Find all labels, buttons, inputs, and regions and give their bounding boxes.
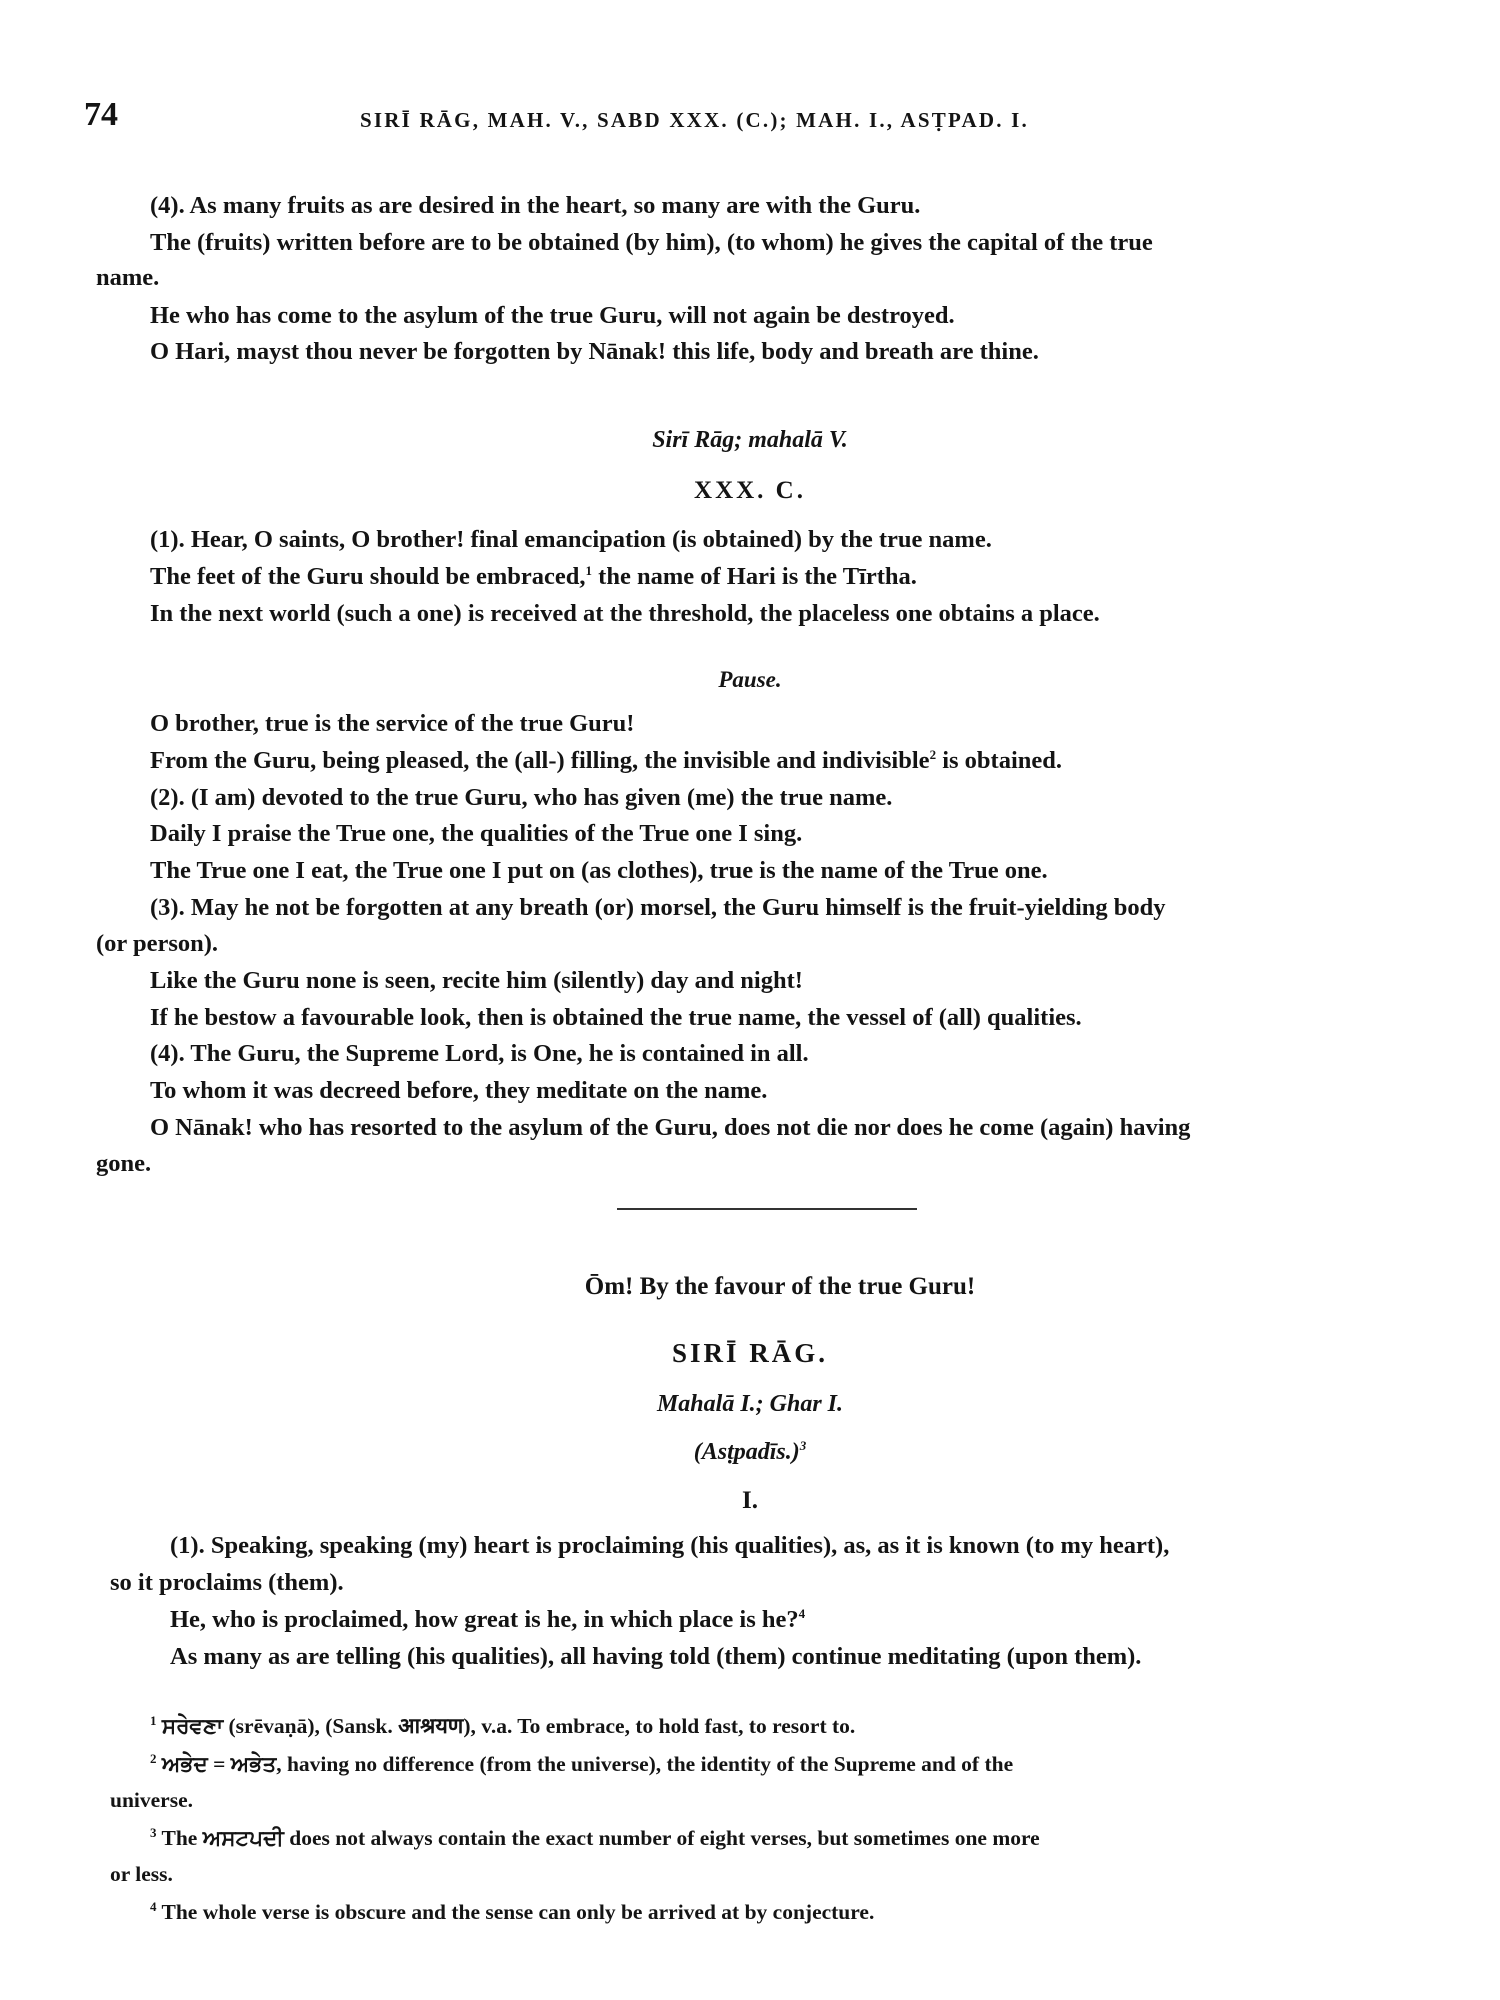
footnote-mark: 3 bbox=[150, 1824, 157, 1840]
footnote-mark: 1 bbox=[150, 1712, 157, 1728]
verse-line: (or person). bbox=[96, 930, 219, 957]
verse-line: If he bestow a favourable look, then is obtained the true name, the vessel of (all) qualities. bbox=[150, 1004, 1082, 1031]
verse-line: The True one I eat, the True one I put on (as clothes), true is the name of the True one. bbox=[150, 857, 1048, 884]
verse-line: gone. bbox=[96, 1150, 152, 1177]
raag-title: SIRĪ RĀG. bbox=[671, 1338, 829, 1368]
footnote bbox=[150, 1750, 1014, 1776]
footnote-mark: 2 bbox=[929, 746, 937, 762]
verse-line: (1). Hear, O saints, O brother! final emancipation (is obtained) by the true name. bbox=[150, 526, 992, 553]
footnote-text: ਸਰੇਵਣਾ (srēvaṇā), (Sansk. आश्रयण), v.a. To embrace, to hold fast, to resort to. bbox=[161, 1714, 856, 1738]
verse-line: To whom it was decreed before, they meditate on the name. bbox=[150, 1077, 768, 1104]
running-title: SIRĪ RĀG, MAH. V., SABD XXX. (C.); MAH. I., ASṬPAD. I. bbox=[360, 108, 1029, 132]
section-number: XXX. C. bbox=[694, 477, 806, 504]
verse-line-part: He, who is proclaimed, how great is he, in which place is he? bbox=[170, 1606, 799, 1633]
footnote-mark: 3 bbox=[799, 1438, 807, 1453]
verse-line-part: is obtained. bbox=[942, 747, 1062, 774]
verse-line: so it proclaims (them). bbox=[110, 1569, 344, 1596]
footnote-mark: 1 bbox=[585, 562, 593, 578]
verse-line-part: the name of Hari is the Tīrtha. bbox=[598, 563, 917, 590]
verse-line: O Nānak! who has resorted to the asylum of the Guru, does not die nor does he come (again) having bbox=[150, 1114, 1191, 1141]
footnote bbox=[150, 1712, 856, 1738]
verse-line-part: From the Guru, being pleased, the (all-) filling, the invisible and indivisible bbox=[150, 747, 930, 774]
footnote-mark: 4 bbox=[150, 1898, 157, 1914]
verse-line: O Hari, mayst thou never be forgotten by Nānak! this life, body and breath are thine. bbox=[150, 338, 1039, 365]
footnote-mark: 2 bbox=[150, 1750, 157, 1766]
astpadis-heading bbox=[0, 1440, 1500, 1464]
footnote bbox=[150, 1898, 875, 1924]
verse-line: (4). As many fruits as are desired in the heart, so many are with the Guru. bbox=[150, 192, 921, 219]
verse-line: (2). (I am) devoted to the true Guru, who has given (me) the true name. bbox=[150, 784, 893, 811]
section-heading: Sirī Rāg; mahalā V. bbox=[652, 427, 848, 453]
verse-line: Daily I praise the True one, the qualities of the True one I sing. bbox=[150, 820, 803, 847]
footnote-text: ਅਭੇਦ = ਅਭੇਤ, having no difference (from the universe), the identity of the Supreme and of the bbox=[161, 1752, 1014, 1776]
footnote-mark: 4 bbox=[798, 1605, 806, 1621]
verse-line: In the next world (such a one) is received at the threshold, the placeless one obtains a place. bbox=[150, 600, 1100, 627]
footnote-text: The ਅਸਟਪਦੀ does not always contain the exact number of eight verses, but sometimes one more bbox=[161, 1826, 1040, 1850]
pause-label: Pause. bbox=[718, 667, 782, 692]
invocation: Ōm! By the favour of the true Guru! bbox=[584, 1273, 976, 1300]
verse-line bbox=[150, 746, 1062, 774]
verse-line: The (fruits) written before are to be obtained (by him), (to whom) he gives the capital of the true bbox=[150, 229, 1153, 256]
verse-line: name. bbox=[96, 264, 160, 291]
verse-line: As many as are telling (his qualities), all having told (them) continue meditating (upon them). bbox=[170, 1643, 1142, 1670]
verse-line: (4). The Guru, the Supreme Lord, is One, he is contained in all. bbox=[150, 1040, 809, 1067]
verse-line: (1). Speaking, speaking (my) heart is proclaiming (his qualities), as, as it is known (to my heart), bbox=[170, 1532, 1170, 1559]
footnote bbox=[150, 1824, 1040, 1850]
astpadis-label: (Asṭpadīs.) bbox=[693, 1439, 800, 1465]
footnote-text: The whole verse is obscure and the sense can only be arrived at by conjecture. bbox=[161, 1900, 875, 1924]
verse-line bbox=[170, 1605, 806, 1633]
verse-line bbox=[150, 562, 917, 590]
verse-line: O brother, true is the service of the true Guru! bbox=[150, 710, 635, 737]
verse-line: Like the Guru none is seen, recite him (silently) day and night! bbox=[150, 967, 803, 994]
verse-line: (3). May he not be forgotten at any breath (or) morsel, the Guru himself is the fruit-yielding body bbox=[150, 894, 1166, 921]
footnote-continuation: universe. bbox=[110, 1788, 194, 1812]
verse-line: He who has come to the asylum of the true Guru, will not again be destroyed. bbox=[150, 302, 955, 329]
astpadi-number: I. bbox=[742, 1487, 758, 1514]
page-number: 74 bbox=[84, 96, 118, 133]
mahala-heading: Mahalā I.; Ghar I. bbox=[656, 1391, 844, 1417]
section-divider bbox=[617, 1208, 917, 1210]
verse-line-part: The feet of the Guru should be embraced, bbox=[150, 563, 586, 590]
footnote-continuation: or less. bbox=[110, 1862, 173, 1886]
